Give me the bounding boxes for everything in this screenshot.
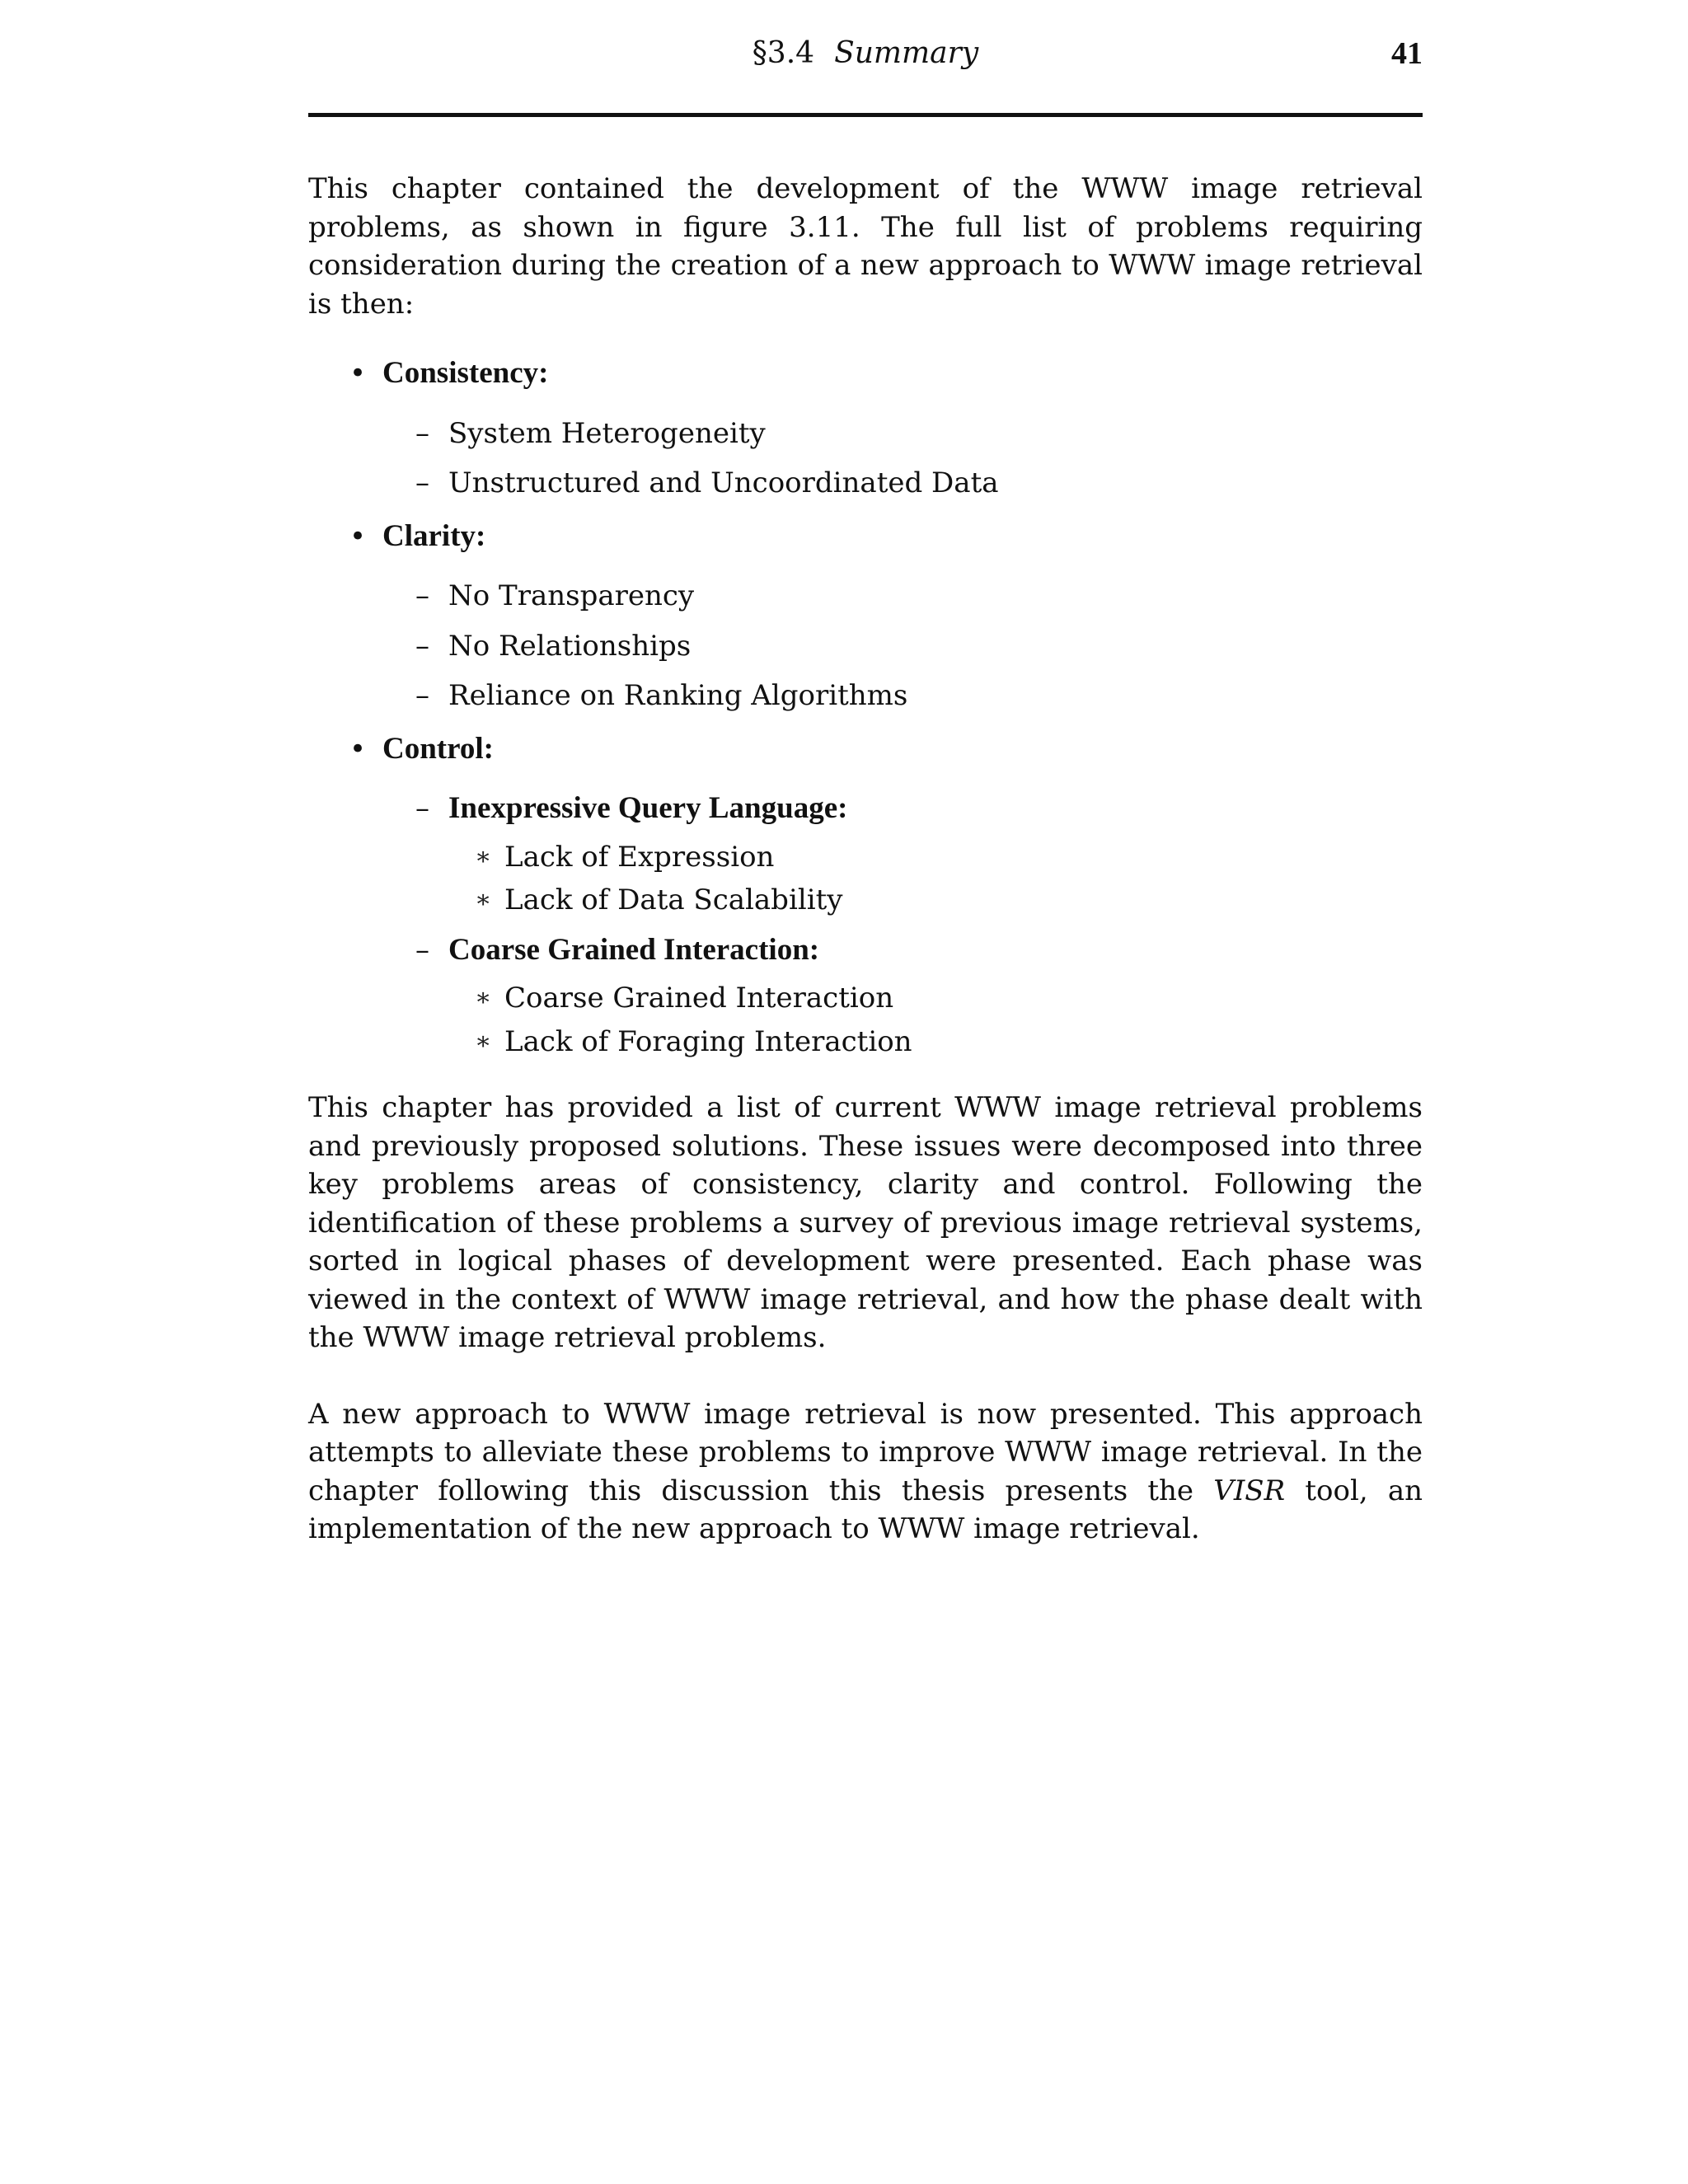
list-item bbox=[382, 931, 1423, 1062]
closing-text-end: tool, an implementation of the new approach to WWW image retrieval. bbox=[308, 1474, 1423, 1545]
item-label: No Relationships bbox=[448, 629, 692, 663]
item-label: System Heterogeneity bbox=[448, 416, 766, 450]
section-number: §3.4 bbox=[752, 36, 815, 70]
sub-list bbox=[382, 577, 1423, 715]
category-label: Control: bbox=[382, 731, 494, 766]
item-label: Lack of Foraging Interaction bbox=[504, 1024, 912, 1058]
item-label: Coarse Grained Interaction bbox=[504, 982, 894, 1015]
page-number: 41 bbox=[1391, 36, 1423, 71]
sub-list bbox=[382, 790, 1423, 1061]
asterisk-marker: ∗ bbox=[475, 841, 492, 871]
dash-marker: – bbox=[415, 792, 429, 825]
category-label: Consistency: bbox=[382, 356, 549, 390]
asterisk-marker: ∗ bbox=[475, 983, 492, 1012]
nested-list bbox=[448, 979, 1423, 1061]
item-label: Reliance on Ranking Algorithms bbox=[448, 679, 908, 712]
category-label: Clarity: bbox=[382, 518, 486, 553]
list-item bbox=[382, 415, 1423, 453]
list-item bbox=[448, 881, 1423, 920]
list-item bbox=[448, 1023, 1423, 1062]
list-item bbox=[448, 979, 1423, 1018]
list-item bbox=[382, 677, 1423, 715]
closing-paragraph bbox=[308, 1395, 1423, 1549]
dash-marker: – bbox=[415, 679, 429, 712]
list-item-clarity bbox=[308, 518, 1423, 715]
sub-list bbox=[382, 415, 1423, 503]
list-item-consistency bbox=[308, 354, 1423, 503]
dash-marker: – bbox=[415, 933, 429, 967]
dash-marker: – bbox=[415, 629, 429, 663]
item-label: Lack of Expression bbox=[504, 840, 775, 874]
list-item bbox=[448, 838, 1423, 877]
closing-text-start: A new approach to WWW image retrieval is now presented. This approach attempts to alleviate these problems to improve WWW image retrieval. In the chapter following this discussion this thesis presents the bbox=[308, 1397, 1423, 1507]
header-rule bbox=[308, 113, 1423, 117]
intro-paragraph: This chapter contained the development of the WWW image retrieval problems, as shown in figure 3.11. The full list of problems requiring consideration during the creation of a new approach to WWW image retrieval is then: bbox=[308, 172, 1423, 321]
asterisk-marker: ∗ bbox=[475, 885, 492, 914]
running-head bbox=[308, 33, 1423, 74]
list-item bbox=[382, 790, 1423, 920]
tool-name: VISR bbox=[1213, 1474, 1286, 1507]
item-label: No Transparency bbox=[448, 579, 695, 612]
nested-list bbox=[448, 838, 1423, 920]
item-label: Unstructured and Uncoordinated Data bbox=[448, 466, 999, 499]
body-text bbox=[308, 170, 1423, 1549]
dash-marker: – bbox=[415, 579, 429, 612]
bullet-icon: • bbox=[349, 519, 367, 553]
list-item bbox=[382, 627, 1423, 666]
list-item bbox=[382, 464, 1423, 503]
bullet-icon: • bbox=[349, 357, 367, 390]
item-label: Lack of Data Scalability bbox=[504, 883, 843, 916]
dash-marker: – bbox=[415, 416, 429, 450]
asterisk-marker: ∗ bbox=[475, 1026, 492, 1056]
section-heading bbox=[308, 33, 1423, 74]
summary-paragraph: This chapter has provided a list of current WWW image retrieval problems and previously proposed solutions. These issues were decomposed into three key problems areas of consistency, clarity and control. Following the identification of these problems a survey of previous image retrieval systems, sorted in logical phases of development were presented. Each phase was viewed in the context of WWW image retrieval, and how the phase dealt with the WWW image retrieval problems. bbox=[308, 1091, 1423, 1354]
bullet-icon: • bbox=[349, 732, 367, 766]
section-title: Summary bbox=[834, 36, 979, 70]
subcategory-label: Inexpressive Query Language: bbox=[448, 791, 848, 825]
list-item-control bbox=[308, 730, 1423, 1062]
subcategory-label: Coarse Grained Interaction: bbox=[448, 932, 820, 967]
dash-marker: – bbox=[415, 466, 429, 499]
problem-list bbox=[308, 354, 1423, 1061]
list-item bbox=[382, 577, 1423, 616]
